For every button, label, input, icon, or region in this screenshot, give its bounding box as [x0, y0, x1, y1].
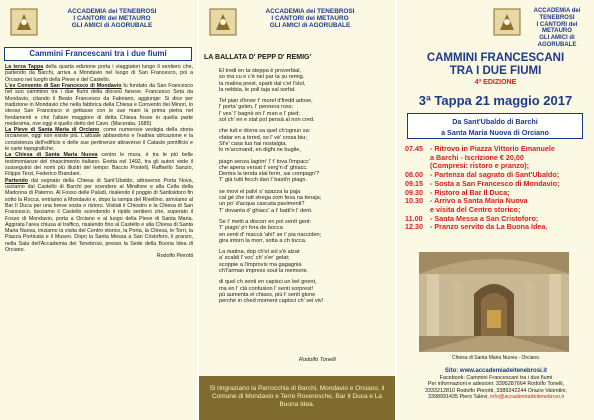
poem-line: un po' d'acqua cascata pavimenti?	[219, 201, 305, 208]
photo-caption: Chiesa di Santa Maria Nuova - Orciano	[452, 355, 539, 361]
academy-logo-icon	[493, 8, 521, 36]
poem-line: Dentra la tenda stai ferm, sai compagn'?	[219, 171, 320, 178]
paragraph	[5, 178, 193, 254]
poem-line: a' scaldi l' voc' ch' s'er' gelat;	[219, 255, 290, 262]
poem-stanza	[219, 279, 387, 304]
poem-line: T' piagn' p'r fora de bocca	[219, 225, 283, 232]
paragraph-lead: La Chiesa di Santa Maria Nuova	[5, 152, 98, 159]
schedule-event: - Pranzo servito da La Buona Idea.	[430, 222, 548, 232]
schedule-event: - Arrivo a Santa Maria Nuova	[430, 196, 528, 206]
paragraph	[5, 83, 193, 127]
poem-line: El tredi en ta steppa è proverbial,	[219, 68, 302, 74]
header-line-3: GLI AMICI di AGORUBALE	[537, 35, 577, 48]
paragraph-text: dal segnato della Chiesa di Sant'Ubaldo, attraverso Porta Nova, usciamo dal Castello di Barchi per scendere al Mirafiore e alla Cella della Madonna di Paterno. Al Fosso delle Paludi, risalendo il poggio di Santisidoro fin sotto la Rocca, entriamo a Mondavio e, dopo la rampa del Rivellino, arriviamo al Bar Il Duca per una breve sosta e ristoro. Visitati il Chiostro e la Chiesa di San Francesco, lasciamo il Castello scendendo il ripido sentiero che, superato il Fosso di Mondavio, porta a Orciano e al luogo della Pieve di Santa Maria. Aggirata l'area chiusa al traffico, risalendo fino al Castello e alla Chiesa di Santa Maria Nuova, iniziamo la visita del Centro storico, la Porta, la Chiesa, le Torri, la Piazza Porticata e il Museo. Dopo la Santa Messa a San Cristoforo, il pranzo, nella Sala dell'Accademia dei Tenebrosi, presso la Sede della Buona Idea di Orciano.	[5, 177, 193, 254]
schedule-list	[405, 145, 591, 232]
schedule-item	[405, 223, 591, 232]
poem-line: se movi el palvì s' spazza la paja	[219, 188, 301, 195]
header-line-2: I CANTORI del METAURO	[73, 15, 151, 23]
poem-line: che apena versat t' verg'n d' ghiacc.	[219, 164, 308, 171]
header-text	[525, 8, 589, 49]
schedule-time: 09.15	[405, 178, 423, 188]
header	[0, 0, 197, 44]
paragraph-text: centro le mura, è tra le più belle testimonianze del rinascimento italiano. Eretta nel 1492, tra gli autori vede il susseguirsi dei nomi più illustri del tempo: Baccio Pontelli, Raffaello Sanzio, Filippo Terzi, Federico Brandani.	[5, 152, 193, 178]
schedule-event: - Ristoro al Bar Il Duca;	[430, 187, 510, 197]
poem-line: en senti d' maccà 'ahi!' se t' pia nacciden;	[219, 231, 322, 238]
cover-title-line-2: TRA I DUE FIUMI	[449, 65, 542, 77]
poem-line: T' dovanta d' ghiacc' a t' batti'n l' dent.	[219, 207, 313, 214]
poem-line: Tel pian d'inver t' morel d'fredd adose,	[219, 98, 313, 105]
poem-line: scoppie a l'improvis ma gagagnia	[219, 261, 302, 268]
route-line-2: a Santa Maria Nuova di Orciano	[441, 128, 549, 137]
poem-line: so ma cu e c'è nel par ta su remig.	[219, 74, 305, 81]
panel-cover	[397, 0, 594, 420]
contacts-line-prefix: 3398991435 Piero Talevi,	[427, 394, 489, 401]
poem-stanza	[219, 219, 387, 244]
schedule-event: - Partenza dal sagrato di Sant'Ubaldo;	[430, 170, 560, 180]
header-text	[239, 8, 381, 30]
contacts-line: 3333212810 Rodolfo Pierotti, 3389242244 Orazio Valentini,	[425, 387, 567, 394]
poem-signature: Rodolfo Tonelli	[299, 357, 336, 363]
schedule-time: 09.30	[405, 187, 423, 197]
paragraph	[5, 127, 193, 152]
poem-line: La matina, dop ch'el sol s'è alzat	[219, 249, 300, 256]
facebook-link[interactable]: Facebook: Cammini Francescani tra i due fiumi	[439, 374, 553, 381]
poem-stanza	[219, 249, 387, 274]
poem-line: l' porta' gelen, l' pennera ross;	[219, 104, 294, 111]
schedule-time: 08.00	[405, 170, 423, 180]
schedule-event-continued: a Barchi - Iscrizione € 20,00	[430, 152, 524, 162]
history-text	[5, 64, 193, 260]
header-line-3: GLI AMICI di AGORUBALE	[71, 22, 153, 30]
poem-stanza	[219, 159, 387, 184]
poem-line: T' già tutti fecch dan l' basti'n piagn.	[219, 177, 308, 184]
paragraph-lead: La Pieve di Santa Maria di Orciano	[5, 127, 100, 134]
header-line-2: I CANTORI del METAURO	[271, 15, 349, 23]
poem-line: sol ch' en e stat pot pensà al non cred.	[219, 117, 315, 124]
paragraph-lead: Partendo	[5, 177, 28, 184]
schedule-event-continued: (Compresi: ristoro e pranzo);	[430, 161, 530, 171]
poem-stanza	[219, 189, 387, 214]
poem-title: LA BALLATA D' PEPP D' REMIG'	[204, 54, 312, 61]
header-line-3: GLI AMICI di AGORUBALE	[269, 22, 351, 30]
poem-stanza	[219, 128, 387, 153]
poem-line: cfatar en a tirred, so l' vè' crosa biu;	[219, 134, 307, 141]
paragraph-text: della quarta edizione porta i viaggiatori lungo il sentiero che, partendo da Barchi, arriva a Mondavio nel luogo di San Francesco, poi a Orciano nei luoghi della Pieve e del Castello.	[5, 64, 193, 83]
academy-logo-icon	[10, 8, 38, 36]
schedule-event: - Sosta a San Francesco di Mondavio;	[430, 178, 560, 188]
schedule-event: - Ritrovo in Piazza Vittorio Emanuele	[430, 144, 555, 153]
church-interior-image	[419, 252, 569, 352]
panel-history	[0, 0, 197, 420]
edition-label: 4ª EDIZIONE	[474, 79, 517, 86]
panel-1-title: Cammini Francescani tra i due fiumi	[4, 47, 192, 61]
paragraph	[5, 64, 193, 83]
cover-title	[397, 52, 594, 78]
contacts-line: Per informazioni e adesioni: 3395287664 Rodolfo Tonelli,	[427, 381, 565, 388]
schedule-time: 11.00	[405, 213, 423, 223]
contacts	[401, 368, 591, 401]
paragraph-lead: La terza Tappa	[5, 64, 44, 70]
schedule-time: 07.45	[405, 144, 423, 153]
thanks-footer: Si ringraziano la Parrocchia di Barchi, Mondavio e Orciano, il Comune di Mondavio e Terre Roveresche, Bar Il Duca e La Buona Idea.	[199, 376, 395, 420]
poem-line: Se t' metti a discorr en poi sentì gent:	[219, 218, 312, 225]
poem-line: perchè in ched moment capisci ch' sei viv!	[219, 298, 324, 305]
poem-line: pù aumenta el chiass, più t' senti gione	[219, 291, 316, 298]
paragraph-text: , come numerose vestigia della storia orcianese, oggi non esiste più. L'attuale abbandono e l'eattiva ubicazione e la consistenza dell'edificio e delle sue pertinenze attraverso il Catasto pontificio e le carte topografiche.	[5, 127, 193, 153]
panel-poem	[199, 0, 395, 420]
signature: Rodolfo Pierotti	[156, 253, 193, 260]
paragraph-text: fu fondato da San Francesco nel suo cammino tra i due fiumi della diocesi fanese. Francesco Seta da Mondavio, citando il Beato Francesco da Fabriano, aggiunge: Si dice per tradizione in Mondavio che nella fabbrica della Chiesa e Convento dei Minori, lo stesso San Francesco vi gettasse con le sue mani la prima pietra nel fondamenti e che l'altare maggiore di detta Chiesa fosse in quella parte medesima, ove oggi è quello detto del Cavo. (Macerata, 1685)	[5, 82, 193, 127]
paragraph-lead: L'ex Convento di San Francesco di Mondavio	[5, 82, 122, 89]
stage-date: 3ª Tappa 21 maggio 2017	[418, 93, 573, 108]
cover-title-line-1: CAMMINI FRANCESCANI	[426, 52, 565, 64]
poem-line: St'e' casa tua hai nostalgia,	[219, 140, 287, 147]
poem-line: piagn senza lagrim' l' t' tova l'impacc'	[219, 158, 310, 165]
poem-line: l' ves' l' bagnè en l' man e l' pied;	[219, 110, 300, 117]
header-line-1: ACCADEMIA dei TENEBROSI	[265, 8, 355, 15]
header-line-1: ACCADEMIA dei TENEBROSI	[533, 8, 581, 21]
poem-stanza	[219, 98, 387, 123]
poem-line: di quel ch senti en capisci un bel gnent,	[219, 279, 317, 286]
schedule-time: 10.30	[405, 196, 423, 206]
header-line-2: I CANTORI del METAURO	[536, 21, 578, 35]
poem-line: gira intorn la morr, sotta a ch tocca.	[219, 237, 307, 244]
poem-text	[219, 68, 387, 310]
route-box	[407, 113, 583, 139]
route-line-1: Da Sant'Ubaldo di Barchi	[452, 117, 538, 126]
contacts-line	[401, 394, 591, 401]
poem-line: la nebbia, le poll taja sal sorfat.	[219, 86, 296, 93]
paragraph	[5, 152, 193, 177]
email-link[interactable]: info@accademiadeitenebrosi.it	[490, 394, 565, 401]
header-line-1: ACCADEMIA dei TENEBROSI	[67, 8, 157, 15]
poem-line: lo m'arcmand, en dighi ne buglie,	[219, 147, 301, 154]
poem-line: la matina prest, sparti dal c'el l'stol,	[219, 80, 306, 87]
church-photo	[419, 252, 569, 352]
poem-line: che tutt e dovra sa quel ch'ognun sa:	[219, 128, 311, 135]
schedule-time: 12.30	[405, 222, 423, 232]
schedule-event: - Santa Messa a San Cristoforo;	[430, 213, 539, 223]
poem-line: ch'l'arman impress sout la memorie.	[219, 268, 309, 275]
header	[397, 0, 594, 48]
academy-logo-icon	[209, 8, 237, 36]
poem-line: ma en l' cià confusion l' senti sorprest!	[219, 285, 314, 292]
poem-line: cal gè che tutt strega com fesa na tenaja;	[219, 195, 322, 202]
schedule-event-continued: e visita del Centro storico;	[430, 204, 521, 214]
header-text	[42, 8, 182, 30]
website-link[interactable]: Sito: www.accademiadeitenebrosi.it	[444, 368, 548, 374]
header	[199, 0, 395, 44]
poem-stanza	[219, 68, 387, 93]
